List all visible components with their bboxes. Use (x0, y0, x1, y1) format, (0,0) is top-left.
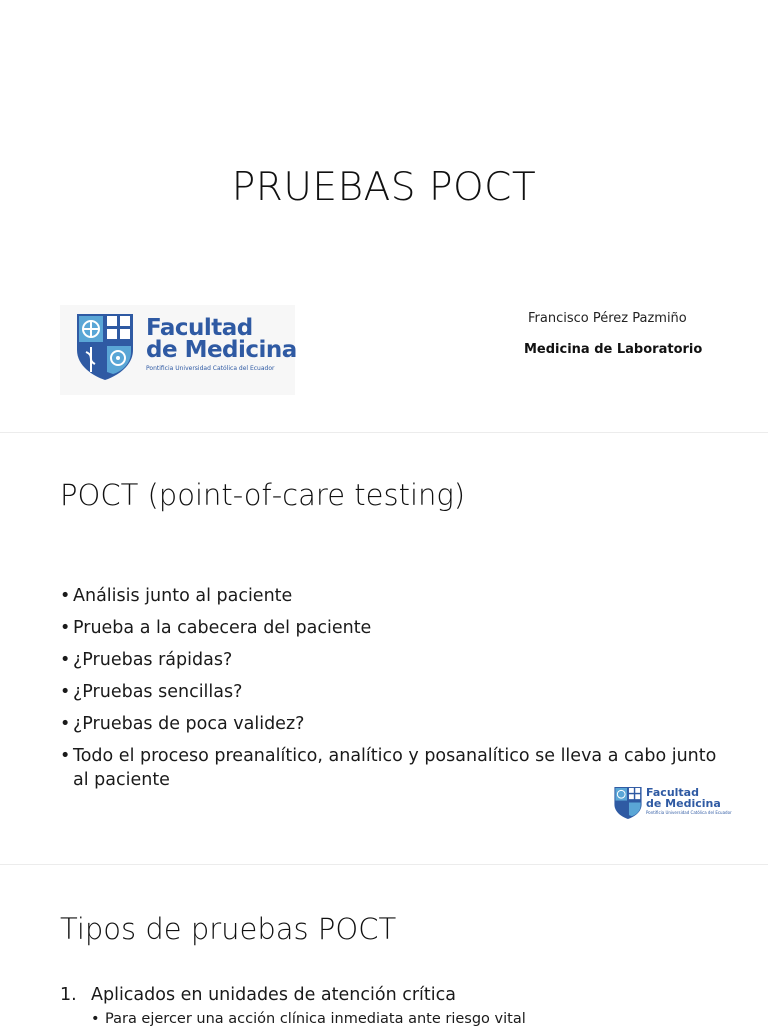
slide-title: Tipos de pruebas POCT (60, 912, 397, 946)
sub-list-item: • Para ejercer una acción clínica inmediata ante riesgo vital (91, 1007, 740, 1031)
slide-divider (0, 432, 768, 433)
logo-text-facultad: Facultad (146, 315, 253, 341)
logo-text-university: Pontificia Universidad Católica del Ecuador (146, 365, 275, 372)
logo-text-medicina: de Medicina (646, 797, 721, 810)
list-item: • Todo el proceso preanalítico, analítico y posanalítico se lleva a cabo junto al paciente (60, 744, 720, 792)
slide-title: POCT (point-of-care testing) (60, 478, 466, 512)
list-item-text: Aplicados en unidades de atención crítica (91, 985, 456, 1005)
list-item (60, 983, 740, 1007)
faculty-shield-icon (77, 314, 133, 380)
logo-text-university: Pontificia Universidad Católica del Ecuador (646, 810, 732, 815)
list-item: • ¿Pruebas de poca validez? (60, 712, 720, 736)
author-name: Francisco Pérez Pazmiño (528, 311, 687, 326)
bullet-list (60, 584, 720, 800)
department-name: Medicina de Laboratorio (524, 342, 703, 357)
logo-text-facultad: Facultad (646, 786, 699, 799)
list-item: • Análisis junto al paciente (60, 584, 720, 608)
list-item: • Prueba a la cabecera del paciente (60, 616, 720, 640)
logo-text-medicina: de Medicina (146, 337, 297, 363)
list-item: • ¿Pruebas rápidas? (60, 648, 720, 672)
list-item-number: 1. (60, 985, 77, 1005)
slide-title: PRUEBAS POCT (231, 165, 537, 210)
slide-divider (0, 864, 768, 865)
faculty-shield-icon (614, 787, 642, 819)
list-item: • ¿Pruebas sencillas? (60, 680, 720, 704)
